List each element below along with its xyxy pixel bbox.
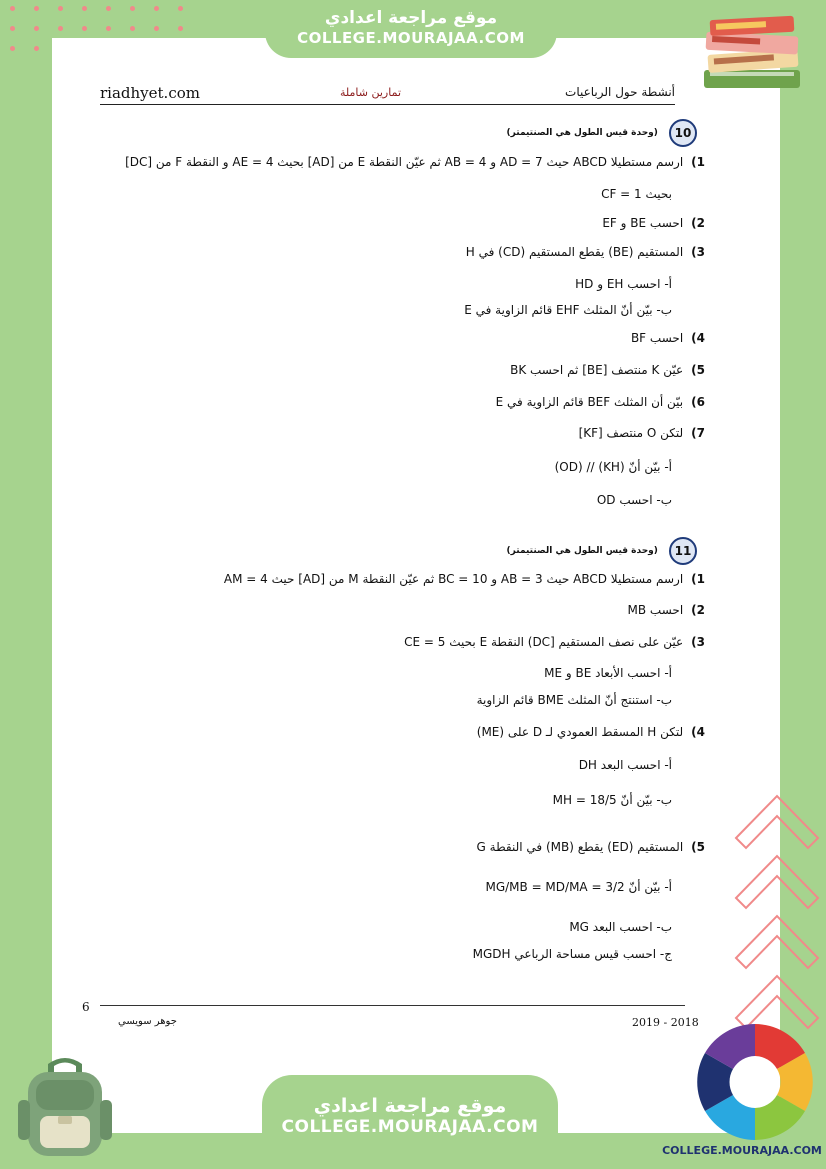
ex10-q5-text: عيّن K منتصف [BE] ثم احسب BK <box>510 363 684 377</box>
ex11-q2-number: 2) <box>691 603 705 617</box>
page-header <box>100 84 675 105</box>
bottom-brand-arabic: موقع مراجعة اعدادي <box>313 1095 507 1117</box>
ex11-q1 <box>224 572 705 586</box>
decorative-dot <box>10 46 15 51</box>
decorative-dot <box>10 6 15 11</box>
ex11-q3 <box>404 635 705 649</box>
decorative-dot <box>154 26 159 31</box>
backpack-icon <box>10 1050 120 1160</box>
ex10-q4-number: 4) <box>691 331 705 345</box>
ex11-q4b: ب- بيّن أنّ MH = 18/5 <box>552 793 672 807</box>
ex11-q5 <box>477 840 705 854</box>
decorative-dot <box>130 26 135 31</box>
ex11-q4 <box>477 725 705 739</box>
ex11-q5c: ج- احسب قيس مساحة الرباعي MGDH <box>472 947 672 961</box>
ex11-q4-text: لتكن H المسقط العمودي لـ D على (ME) <box>476 725 684 739</box>
ex10-q2-text: احسب BE و EF <box>602 216 684 230</box>
decorative-dot <box>178 26 183 31</box>
header-title: تمارين شاملة <box>340 86 402 99</box>
ex11-q4-number: 4) <box>691 725 705 739</box>
ex11-q5-text: المستقيم (ED) يقطع (MB) في النقطة G <box>476 840 684 854</box>
ex10-q6 <box>496 395 705 409</box>
bottom-brand-url[interactable]: COLLEGE.MOURAJAA.COM <box>281 1117 539 1137</box>
header-site: riadhyet.com <box>100 84 200 102</box>
decorative-dot <box>82 26 87 31</box>
top-brand-arabic: موقع مراجعة اعدادي <box>324 8 498 28</box>
exercise-10-unit: (وحدة قيس الطول هي الصنتيمتر) <box>506 128 658 138</box>
decorative-dot <box>58 26 63 31</box>
ex10-q1 <box>125 155 705 169</box>
ex10-q5 <box>510 363 705 377</box>
ex11-q5b: ب- احسب البعد MG <box>569 920 672 934</box>
ex11-q5-number: 5) <box>691 840 705 854</box>
footer-year: 2019 - 2018 <box>632 1016 699 1029</box>
ex10-q5-number: 5) <box>691 363 705 377</box>
decorative-dot <box>154 6 159 11</box>
ex10-q2 <box>602 216 705 230</box>
ex11-q2-text: احسب MB <box>627 603 684 617</box>
college-logo-icon[interactable] <box>690 1020 820 1145</box>
books-icon <box>700 12 810 92</box>
decorative-dot <box>34 26 39 31</box>
ex10-q4 <box>631 331 705 345</box>
ex10-q3b: ب- بيّن أنّ المثلث EHF قائم الزاوية في E <box>464 303 672 317</box>
footer-author: جوهر سويسي <box>118 1016 177 1027</box>
ex10-q1-number: 1) <box>691 155 705 169</box>
ex10-q4-text: احسب BF <box>630 331 684 345</box>
chevron-decoration-icon <box>732 790 822 1030</box>
ex11-q3-number: 3) <box>691 635 705 649</box>
ex11-q3a: أ- احسب الأبعاد BE و ME <box>544 666 672 680</box>
ex10-q3a: أ- احسب EH و HD <box>575 277 672 291</box>
ex10-q2-number: 2) <box>691 216 705 230</box>
top-brand-banner[interactable] <box>265 0 557 58</box>
ex11-q1-number: 1) <box>691 572 705 586</box>
ex10-q7-number: 7) <box>691 426 705 440</box>
decorative-dot <box>58 6 63 11</box>
decorative-dot <box>130 6 135 11</box>
ex10-q3 <box>466 245 705 259</box>
logo-url[interactable]: COLLEGE.MOURAJAA.COM <box>662 1144 822 1157</box>
exercise-11-number: 11 <box>669 537 697 565</box>
ex10-q6-number: 6) <box>691 395 705 409</box>
ex11-q3-text: عيّن على نصف المستقيم [DC) النقطة E بحيث CE = 5 <box>404 635 684 649</box>
decorative-dot <box>34 6 39 11</box>
ex10-q3-number: 3) <box>691 245 705 259</box>
exercise-11-heading <box>507 537 697 565</box>
footer-divider <box>100 1005 685 1006</box>
ex11-q4a: أ- احسب البعد DH <box>578 758 672 772</box>
decorative-dot <box>82 6 87 11</box>
ex10-q7-text: لتكن O منتصف [KF] <box>578 426 684 440</box>
decorative-dot <box>34 46 39 51</box>
decorative-dot <box>10 26 15 31</box>
ex11-q1-text: ارسم مستطيلا ABCD حيث AB = 3 و BC = 10 ثم عيّن النقطة M من [AD] حيث AM = 4 <box>223 572 684 586</box>
ex10-q1b: بحيث CF = 1 <box>601 187 672 201</box>
ex10-q7b: ب- احسب OD <box>596 493 672 507</box>
top-brand-url[interactable]: COLLEGE.MOURAJAA.COM <box>297 29 525 47</box>
exercise-10-heading <box>507 119 697 147</box>
bottom-brand-banner[interactable] <box>262 1075 558 1169</box>
decorative-dot <box>178 6 183 11</box>
decorative-dot <box>106 6 111 11</box>
exercise-11-unit: (وحدة قيس الطول هي الصنتيمتر) <box>506 546 658 556</box>
decorative-dot <box>106 26 111 31</box>
ex11-q2 <box>628 603 706 617</box>
ex11-q5a: أ- بيّن أنّ MG/MB = MD/MA = 3/2 <box>485 880 672 894</box>
header-topic: أنشطة حول الرباعيات <box>565 85 675 99</box>
exercise-10-number: 10 <box>669 119 697 147</box>
ex11-q3b: ب- استنتج أنّ المثلث BME قائم الزاوية <box>476 693 672 707</box>
ex10-q7 <box>579 426 705 440</box>
ex10-q1-text: ارسم مستطيلا ABCD حيث AD = 7 و AB = 4 ثم عيّن النقطة E من [AD] بحيث AE = 4 و النقطة F من [DC] <box>125 155 684 169</box>
ex10-q7a: أ- بيّن أنّ (KH) // (OD) <box>554 460 672 474</box>
ex10-q3-text: المستقيم (BE) يقطع المستقيم (CD) في H <box>465 245 684 259</box>
page-number: 6 <box>82 1000 90 1014</box>
ex10-q6-text: بيّن أن المثلث BEF قائم الزاوية في E <box>495 395 684 409</box>
